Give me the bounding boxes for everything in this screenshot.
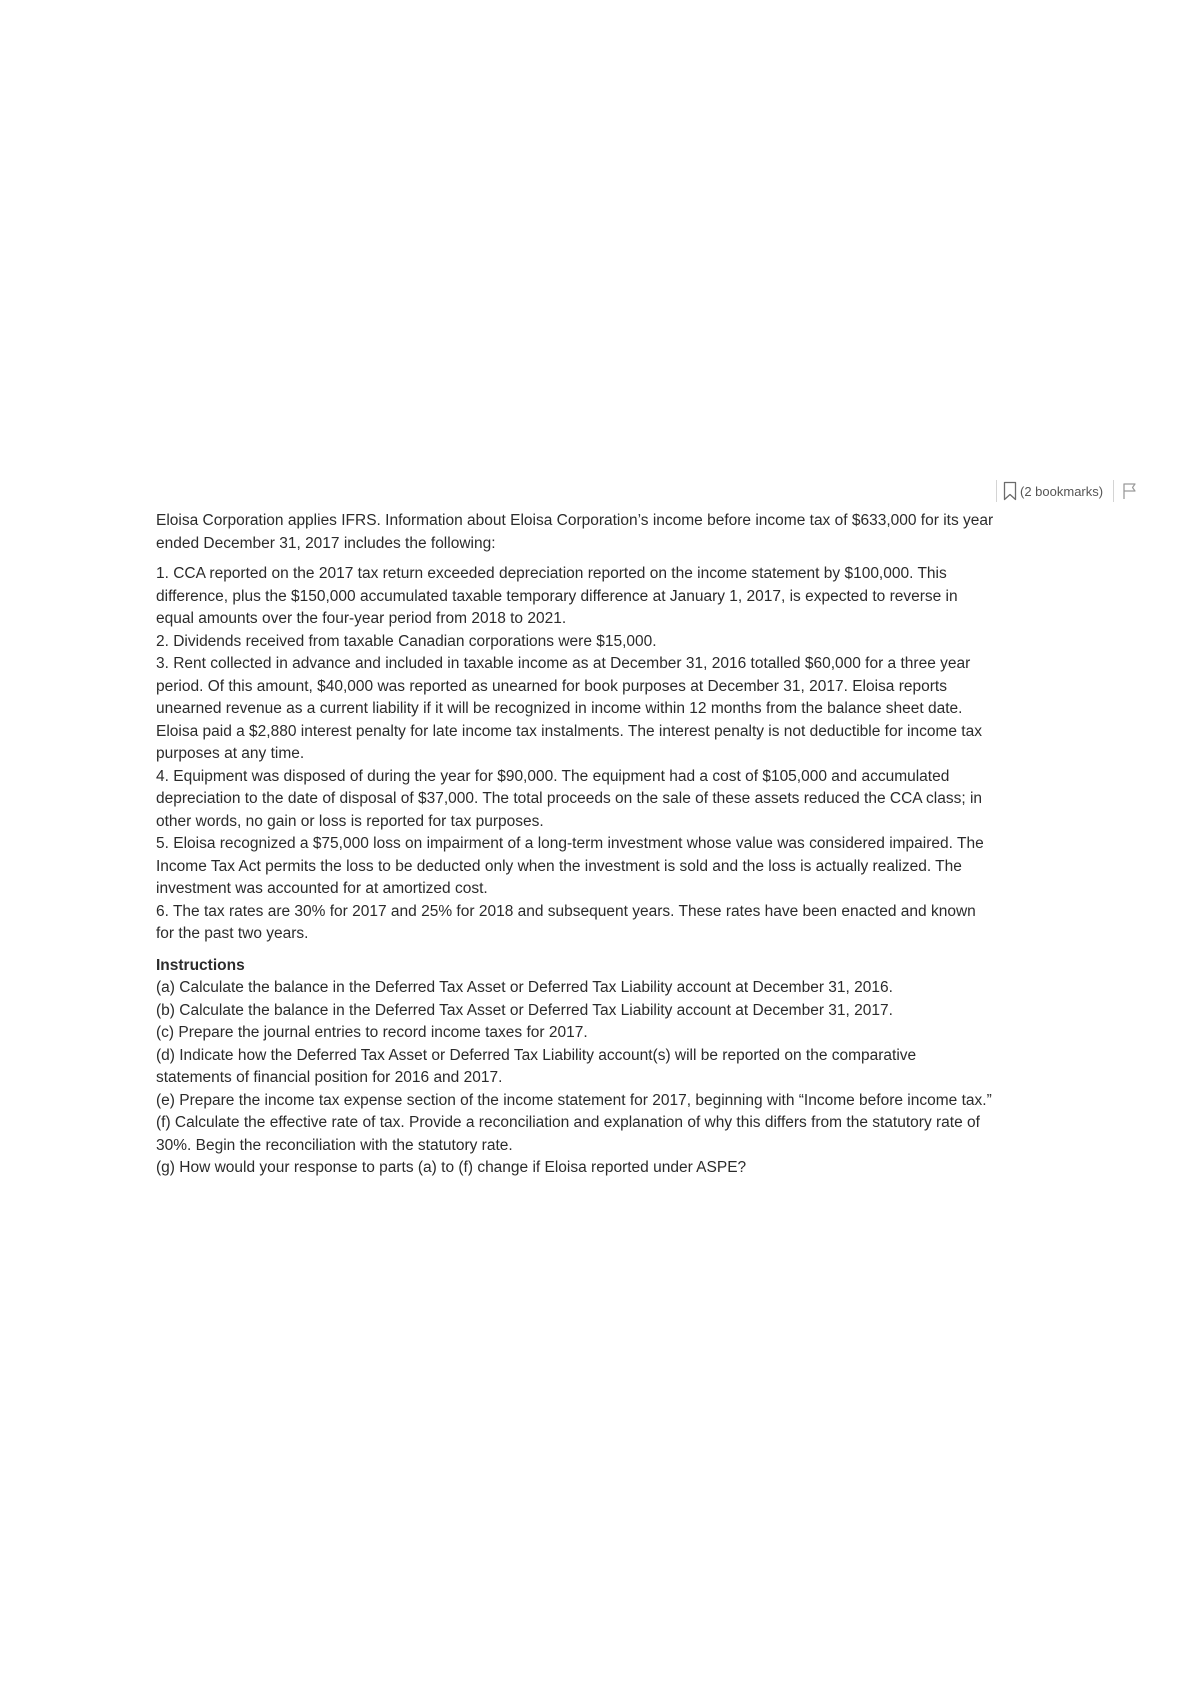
- instruction-item: (e) Prepare the income tax expense section of the income statement for 2017, beginning with “Income before income tax.”: [156, 1091, 992, 1109]
- bookmarks-count-label: (2 bookmarks): [1020, 483, 1104, 499]
- problem-items-list: [156, 563, 996, 946]
- instruction-item: (d) Indicate how the Deferred Tax Asset or Deferred Tax Liability account(s) will be reported on the comparative statements of financial position for 2016 and 2017.: [156, 1046, 917, 1086]
- instruction-item: (g) How would your response to parts (a) to (f) change if Eloisa reported under ASPE?: [156, 1159, 747, 1176]
- problem-content: [156, 510, 996, 1180]
- list-item: 2. Dividends received from taxable Canadian corporations were $15,000.: [156, 632, 657, 650]
- list-item: 1. CCA reported on the 2017 tax return exceeded depreciation reported on the income statement by $100,000. This difference, plus the $150,000 accumulated taxable temporary difference at January 1, 2017, is expected to reverse in equal amounts over the four-year period from 2018 to 2021.: [156, 565, 958, 627]
- instruction-item: (b) Calculate the balance in the Deferred Tax Asset or Deferred Tax Liability account at December 31, 2017.: [156, 1001, 893, 1019]
- list-item: 4. Equipment was disposed of during the year for $90,000. The equipment had a cost of $105,000 and accumulated depreciation to the date of disposal of $37,000. The total proceeds on the sale of these assets reduced the CCA class; in other words, no gain or loss is reported for tax purposes.: [156, 767, 983, 830]
- instruction-item: (a) Calculate the balance in the Deferred Tax Asset or Deferred Tax Liability account at December 31, 2016.: [156, 979, 893, 996]
- instruction-item: (c) Prepare the journal entries to record income taxes for 2017.: [156, 1024, 588, 1041]
- flag-button[interactable]: [1114, 482, 1138, 500]
- list-item: 5. Eloisa recognized a $75,000 loss on impairment of a long-term investment whose value was considered impaired. The Income Tax Act permits the loss to be deducted only when the investment is sold and the loss is actually realized. The investment was accounted for at amortized cost.: [156, 835, 984, 897]
- instructions-heading: Instructions: [156, 956, 245, 974]
- problem-toolbar: [996, 480, 1138, 502]
- list-item: 6. The tax rates are 30% for 2017 and 25% for 2018 and subsequent years. These rates have been enacted and known for the past two years.: [156, 902, 976, 942]
- instruction-item: (f) Calculate the effective rate of tax. Provide a reconciliation and explanation of why this differs from the statutory rate of 30%. Begin the reconciliation with the statutory rate.: [156, 1114, 980, 1154]
- instructions-list: [156, 977, 996, 1180]
- problem-intro: Eloisa Corporation applies IFRS. Information about Eloisa Corporation’s income before income tax of $633,000 for its year ended December 31, 2017 includes the following:: [156, 512, 994, 552]
- flag-icon: [1122, 482, 1138, 500]
- list-item: 3. Rent collected in advance and included in taxable income as at December 31, 2016 totalled $60,000 for a three year period. Of this amount, $40,000 was reported as unearned for book purposes at December 31, 2017. Eloisa reports unearned revenue as a current liability if it will be recognized in income within 12 months from the balance sheet date. Eloisa paid a $2,880 interest penalty for late income tax instalments. The interest penalty is not deductible for income tax purposes at any time.: [156, 655, 982, 762]
- bookmark-icon: [1003, 481, 1017, 501]
- bookmarks-button[interactable]: [997, 481, 1113, 501]
